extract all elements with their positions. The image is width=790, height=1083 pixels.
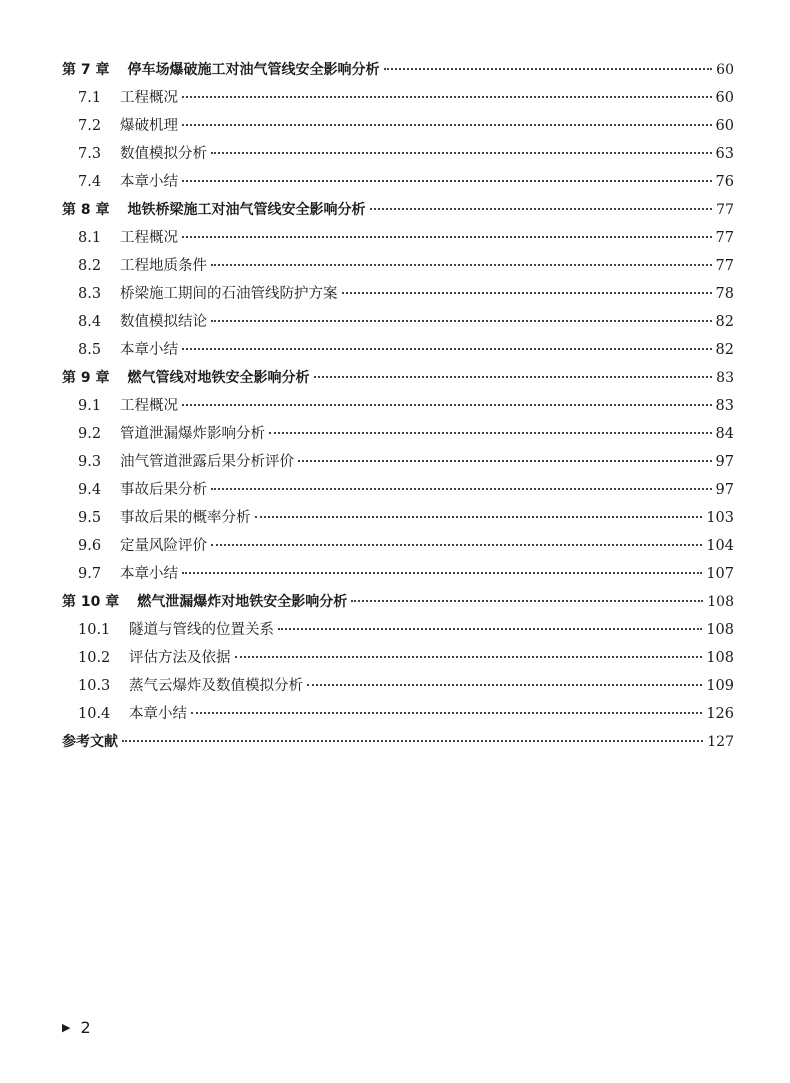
toc-number: 第 10 章 <box>62 594 120 610</box>
dot-leader <box>182 123 712 126</box>
dot-leader <box>342 291 712 294</box>
toc-section-row[interactable] <box>62 84 734 112</box>
toc-chapter-row[interactable] <box>62 196 734 224</box>
toc-page-number: 78 <box>715 286 734 302</box>
page-number: 2 <box>80 1018 91 1037</box>
toc-number: 8.2 <box>78 258 102 274</box>
toc-page-number: 77 <box>716 202 734 218</box>
toc-title: 管道泄漏爆炸影响分析 <box>120 426 265 442</box>
dot-leader <box>182 179 712 182</box>
toc-page-number: 108 <box>706 650 734 666</box>
toc-title: 评估方法及依据 <box>129 650 231 666</box>
dot-leader <box>351 599 703 602</box>
toc-title: 工程概况 <box>120 398 178 414</box>
toc-number: 7.2 <box>78 118 102 134</box>
dot-leader <box>298 459 712 462</box>
toc-number: 9.1 <box>78 398 102 414</box>
toc-title: 本章小结 <box>120 566 178 582</box>
toc-section-row[interactable] <box>62 168 734 196</box>
dot-leader <box>122 739 703 742</box>
toc-page-number: 60 <box>716 62 734 78</box>
toc-title: 燃气泄漏爆炸对地铁安全影响分析 <box>137 594 348 610</box>
toc-page-number: 82 <box>715 314 734 330</box>
toc-title: 本章小结 <box>129 706 187 722</box>
dot-leader <box>269 431 712 434</box>
toc-number: 10.2 <box>78 650 111 666</box>
toc-number: 8.5 <box>78 342 102 358</box>
toc-chapter-row[interactable] <box>62 56 734 84</box>
toc-page-number: 76 <box>715 174 734 190</box>
toc-title: 本章小结 <box>120 174 178 190</box>
toc-section-row[interactable] <box>62 252 734 280</box>
dot-leader <box>211 543 702 546</box>
toc-title: 停车场爆破施工对油气管线安全影响分析 <box>127 62 380 78</box>
dot-leader <box>182 403 712 406</box>
dot-leader <box>182 95 712 98</box>
toc-title: 工程地质条件 <box>120 258 207 274</box>
toc-number: 10.3 <box>78 678 111 694</box>
toc-page-number: 84 <box>715 426 734 442</box>
toc-number: 10.4 <box>78 706 111 722</box>
toc-section-row[interactable] <box>62 392 734 420</box>
toc-page-number: 77 <box>715 230 734 246</box>
toc-section-row[interactable] <box>62 644 734 672</box>
toc-title: 参考文献 <box>62 734 118 750</box>
dot-leader <box>255 515 703 518</box>
toc-page-number: 82 <box>715 342 734 358</box>
toc-page-number: 104 <box>706 538 734 554</box>
dot-leader <box>278 627 702 630</box>
toc-section-row[interactable] <box>62 560 734 588</box>
toc-page-number: 108 <box>707 594 734 610</box>
toc-page-number: 108 <box>706 622 734 638</box>
toc-number: 9.2 <box>78 426 102 442</box>
toc-number: 9.3 <box>78 454 102 470</box>
toc-section-row[interactable] <box>62 336 734 364</box>
toc-title: 蒸气云爆炸及数值模拟分析 <box>129 678 303 694</box>
toc-chapter-row[interactable] <box>62 728 734 756</box>
toc-number: 7.4 <box>78 174 102 190</box>
toc-title: 事故后果分析 <box>120 482 207 498</box>
toc-title: 数值模拟分析 <box>120 146 207 162</box>
toc-number: 第 7 章 <box>62 62 110 78</box>
toc-chapter-row[interactable] <box>62 588 734 616</box>
toc-page-number: 63 <box>715 146 734 162</box>
toc-section-row[interactable] <box>62 448 734 476</box>
toc-page-number: 126 <box>706 706 734 722</box>
toc-section-row[interactable] <box>62 224 734 252</box>
toc-section-row[interactable] <box>62 280 734 308</box>
table-of-contents <box>62 56 734 756</box>
toc-page-number: 127 <box>707 734 734 750</box>
toc-page-number: 97 <box>715 482 734 498</box>
toc-number: 8.3 <box>78 286 102 302</box>
toc-number: 8.4 <box>78 314 102 330</box>
dot-leader <box>307 683 702 686</box>
toc-section-row[interactable] <box>62 308 734 336</box>
toc-title: 爆破机理 <box>120 118 178 134</box>
toc-section-row[interactable] <box>62 420 734 448</box>
toc-title: 工程概况 <box>120 90 178 106</box>
toc-section-row[interactable] <box>62 532 734 560</box>
toc-section-row[interactable] <box>62 504 734 532</box>
toc-title: 燃气管线对地铁安全影响分析 <box>127 370 310 386</box>
toc-title: 隧道与管线的位置关系 <box>129 622 274 638</box>
toc-number: 7.1 <box>78 90 102 106</box>
toc-section-row[interactable] <box>62 616 734 644</box>
dot-leader <box>384 67 713 70</box>
toc-number: 9.4 <box>78 482 102 498</box>
toc-title: 事故后果的概率分析 <box>120 510 251 526</box>
toc-number: 9.7 <box>78 566 102 582</box>
toc-number: 第 8 章 <box>62 202 110 218</box>
toc-page-number: 77 <box>715 258 734 274</box>
dot-leader <box>191 711 702 714</box>
toc-section-row[interactable] <box>62 140 734 168</box>
toc-number: 8.1 <box>78 230 102 246</box>
toc-title: 地铁桥梁施工对油气管线安全影响分析 <box>127 202 366 218</box>
toc-number: 7.3 <box>78 146 102 162</box>
toc-section-row[interactable] <box>62 112 734 140</box>
dot-leader <box>211 263 712 266</box>
toc-page-number: 60 <box>715 90 734 106</box>
dot-leader <box>235 655 703 658</box>
toc-chapter-row[interactable] <box>62 364 734 392</box>
toc-page-number: 97 <box>715 454 734 470</box>
toc-section-row[interactable] <box>62 672 734 700</box>
dot-leader <box>182 235 712 238</box>
toc-section-row[interactable] <box>62 700 734 728</box>
toc-page-number: 107 <box>706 566 734 582</box>
toc-title: 工程概况 <box>120 230 178 246</box>
toc-page-number: 60 <box>715 118 734 134</box>
toc-number: 9.6 <box>78 538 102 554</box>
toc-section-row[interactable] <box>62 476 734 504</box>
toc-title: 油气管道泄露后果分析评价 <box>120 454 294 470</box>
toc-number: 第 9 章 <box>62 370 110 386</box>
toc-page-number: 109 <box>706 678 734 694</box>
toc-title: 定量风险评价 <box>120 538 207 554</box>
dot-leader <box>182 571 702 574</box>
toc-title: 数值模拟结论 <box>120 314 207 330</box>
triangle-right-icon: ▶ <box>62 1021 71 1034</box>
toc-title: 桥梁施工期间的石油管线防护方案 <box>120 286 338 302</box>
toc-title: 本章小结 <box>120 342 178 358</box>
toc-number: 9.5 <box>78 510 102 526</box>
toc-page-number: 83 <box>715 398 734 414</box>
dot-leader <box>211 487 712 490</box>
toc-number: 10.1 <box>78 622 111 638</box>
toc-page-number: 103 <box>706 510 734 526</box>
dot-leader <box>211 319 712 322</box>
dot-leader <box>370 207 713 210</box>
dot-leader <box>211 151 712 154</box>
dot-leader <box>314 375 713 378</box>
page-footer <box>62 1018 91 1037</box>
dot-leader <box>182 347 712 350</box>
toc-page-number: 83 <box>716 370 734 386</box>
